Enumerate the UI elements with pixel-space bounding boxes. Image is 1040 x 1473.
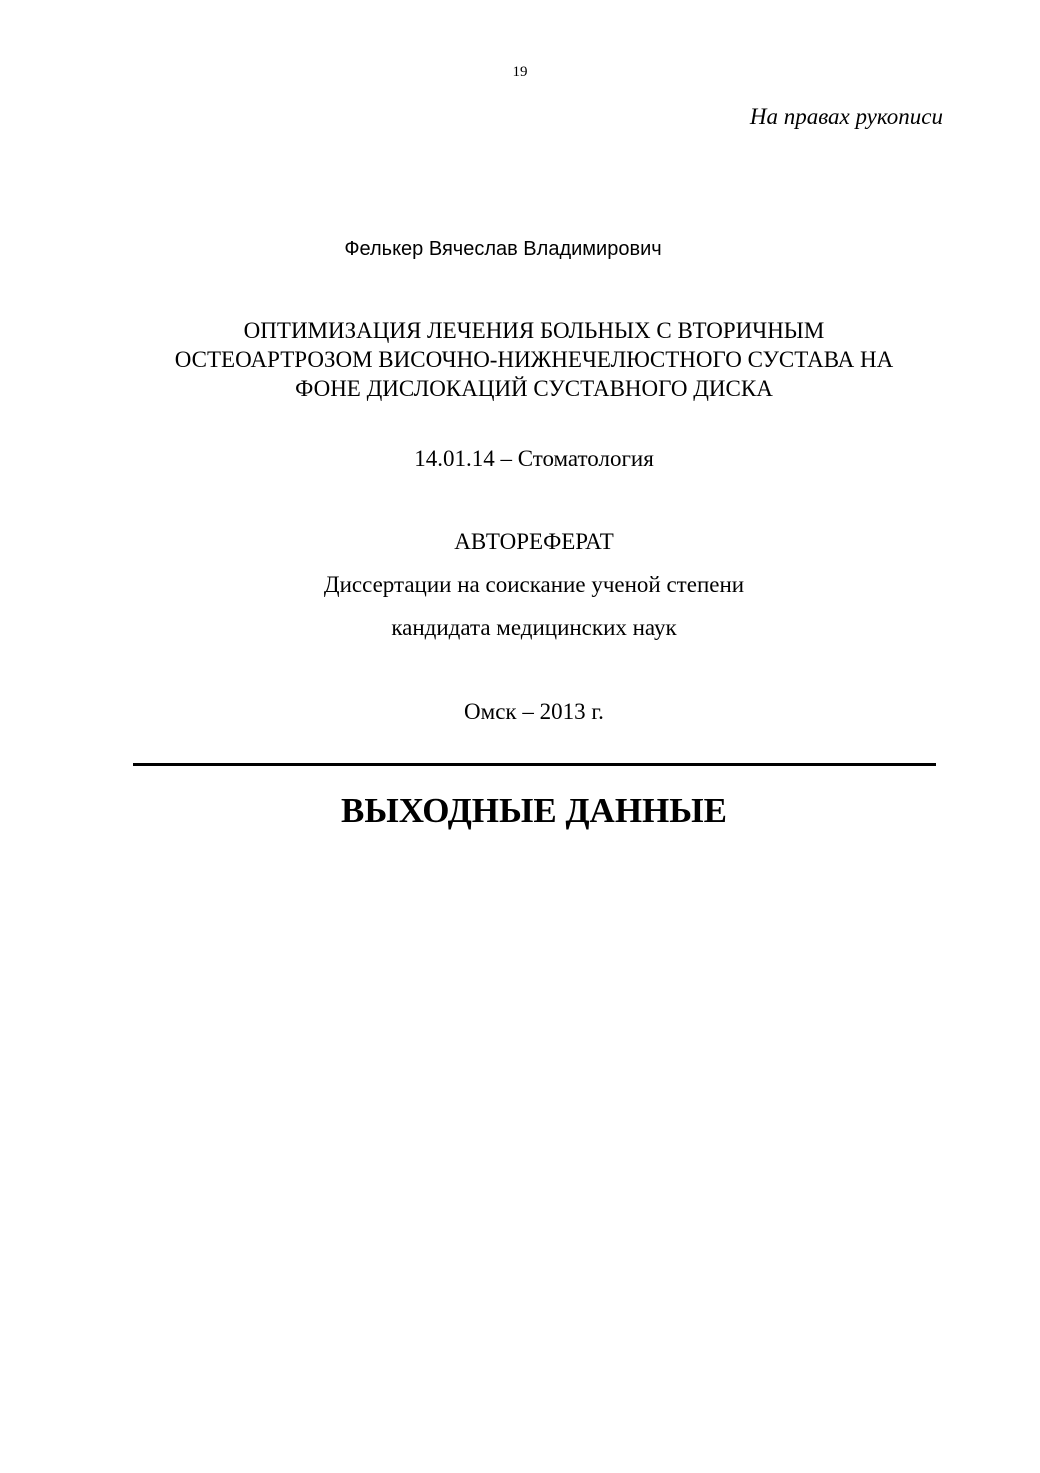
horizontal-divider: [133, 763, 936, 766]
dissertation-title: [0, 316, 1040, 403]
degree-line: Диссертации на соискание ученой степени: [323, 572, 745, 597]
title-line: ФОНЕ ДИСЛОКАЦИЙ СУСТАВНОГО ДИСКА: [295, 376, 773, 401]
title-line: ОСТЕОАРТРОЗОМ ВИСОЧНО-НИЖНЕЧЕЛЮСТНОГО СУСТАВА НА: [174, 347, 894, 372]
page-number: 19: [512, 64, 528, 80]
document-type: АВТОРЕФЕРАТ: [454, 529, 614, 554]
degree-line: кандидата медицинских наук: [391, 615, 677, 640]
title-line: ОПТИМИЗАЦИЯ ЛЕЧЕНИЯ БОЛЬНЫХ С ВТОРИЧНЫМ: [243, 318, 825, 343]
manuscript-note: На правах рукописи: [749, 104, 943, 129]
place-year: Омск – 2013 г.: [464, 699, 604, 724]
section-heading: ВЫХОДНЫЕ ДАННЫЕ: [341, 791, 727, 830]
author-name: Фелькер Вячеслав Владимирович: [344, 238, 662, 260]
specialty-code: 14.01.14 – Стоматология: [414, 446, 654, 471]
